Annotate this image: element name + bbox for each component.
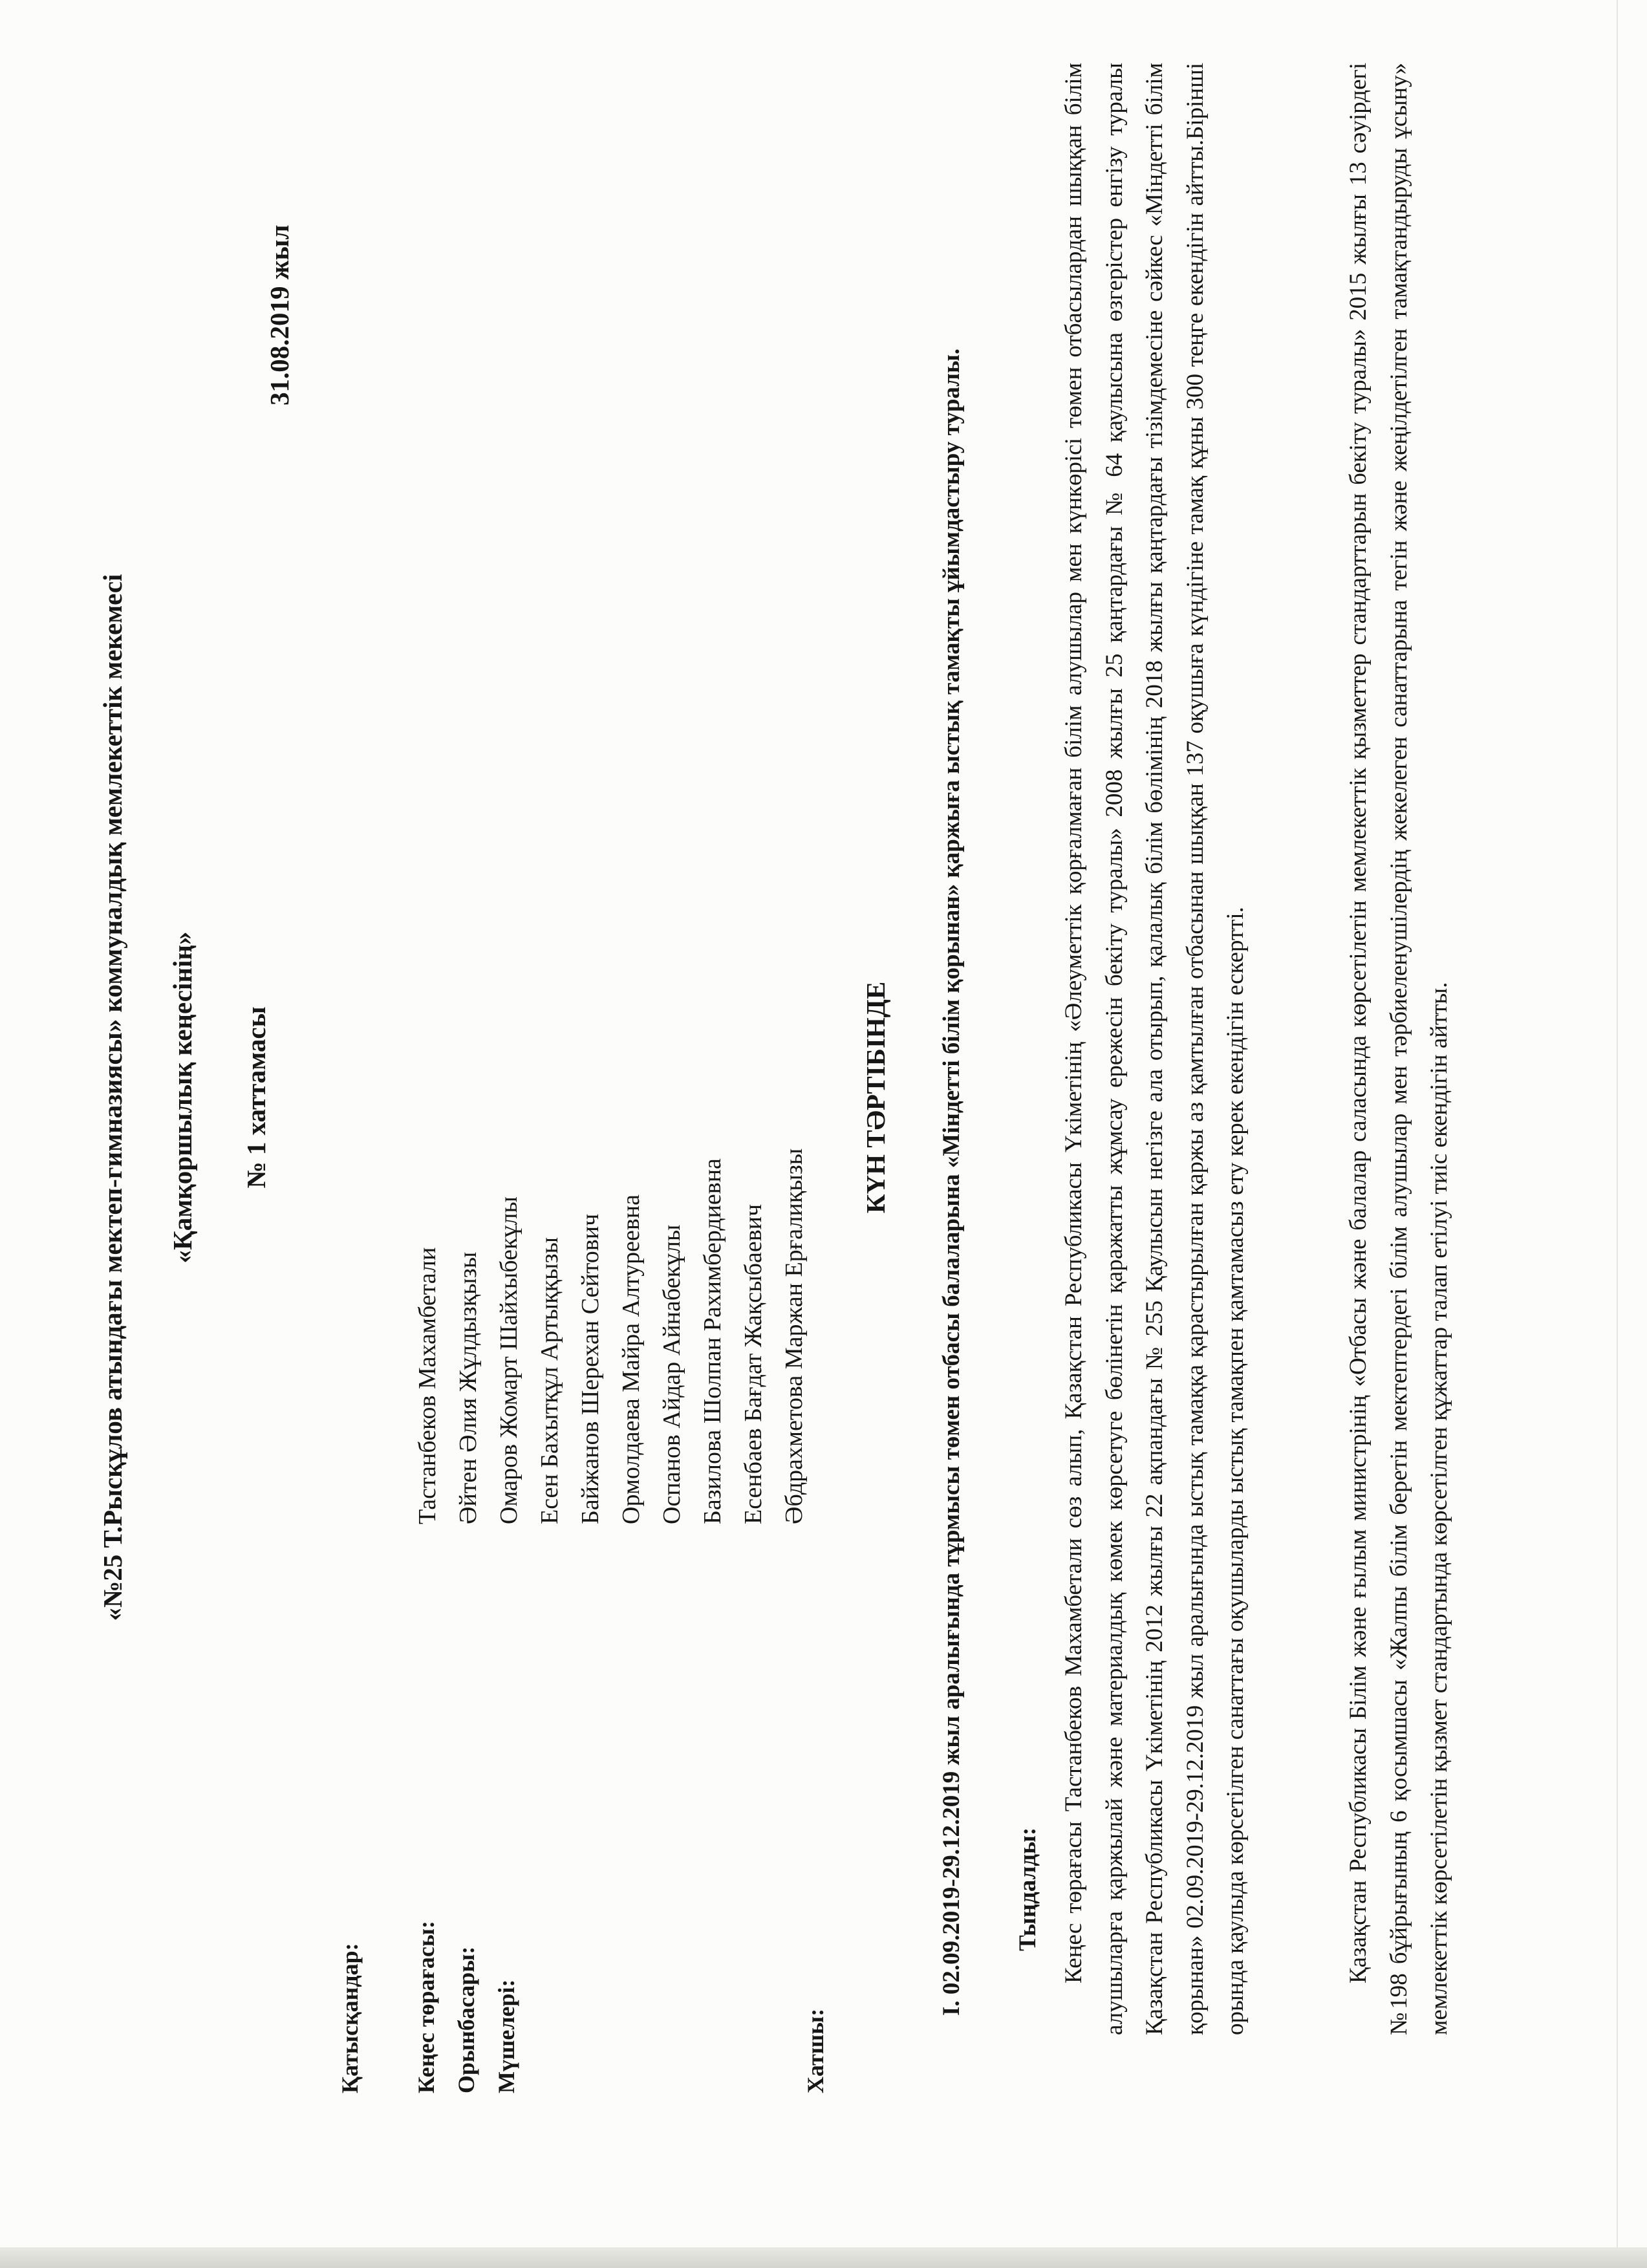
council-title: «Қамқоршылық кеңесінің» [167, 931, 197, 1264]
secretary-label: Хатшы: [802, 2008, 828, 2093]
secretary-name: Әбдрахметова Маржан Ерғалиқызы [780, 1148, 808, 1524]
heard-label: Тыңдалды: [1015, 1827, 1041, 1951]
chair-label: Кеңес төрағасы: [413, 1921, 439, 2093]
participant-names [407, 1149, 815, 1524]
member-name: Ормолдаева Майра Алтуреевна [618, 1194, 645, 1524]
member-name: Базилова Шолпан Рахимбердиевна [699, 1158, 726, 1524]
scan-artifact-edge [0, 2247, 1647, 2268]
member-name: Есен Бахытқұл Артыққызы [536, 1237, 563, 1524]
deputy-label: Орынбасары: [453, 1946, 479, 2093]
agenda-item: I. 02.09.2019-29.12.2019 жыл аралығында тұрмысы төмен отбасы балаларына «Міндетті білім қорынан» қаржыға ыстық тамақты ұйымдастыру туралы. [938, 348, 965, 2016]
deputy-name: Әйтен Әлия Жұлдызқызы [455, 1251, 482, 1524]
member-name: Байжанов Шерехан Сейтович [577, 1213, 604, 1524]
member-name: Омаров Жомарт Шайхыбекұлы [495, 1196, 522, 1524]
chair-name: Тастанбеков Махамбетали [414, 1247, 441, 1524]
member-name: Есенбаев Бағдат Жақсыбаевич [740, 1204, 767, 1524]
scan-artifact-line [1617, 0, 1618, 2268]
member-name: Оспанов Айдар Айнабекұлы [658, 1224, 685, 1524]
participants-label: Қатысқандар: [337, 1943, 363, 2093]
agenda-heading: КҮН ТӘРТІБІНДЕ [861, 981, 890, 1214]
members-label: Мүшелері: [493, 1979, 519, 2093]
paragraph-2: Қазақстан Республикасы Білім және ғылым министрінің «Отбасы және балалар саласында көрсетілетін мемлекеттік қызметтер стандарттарын бекіту туралы» 2015 жылғы 13 сәуірдегі №198 бұйрығының 6 қосымшасы «Жалпы білім беретін мектептердегі білім алушылар мен тәрбиеленушілердің жекелеген санаттарына тегін және жеңілдетілген тамақтандыруды ұсыну» мемлекеттік көрсетілетін қызмет стандартында көрсетілген құжаттар талап етілуі тиіс екендігін айтты. [1345, 63, 1452, 2035]
protocol-date: 31.08.2019 жыл [264, 224, 294, 405]
protocol-number: № 1 хаттамасы [241, 1006, 271, 1189]
paragraph-1: Кеңес төрағасы Тастанбеков Махамбетали сөз алып, Қазақстан Республикасы Үкіметінің «Әлеуметтік қорғалмаған білім алушылар мен күнкөрісі төмен отбасылардан шыққан білім алушыларға қаржылай және материалдық көмек көрсетуге бөлінетін қаражатты жұмсау ережесін бекіту туралы» 2008 жылғы 25 қаңтардағы № 64 қаулысына өзгерістер енгізу туралы Қазақстан Республикасы Үкіметінің 2012 жылғы 22 ақпандағы № 255 Қаулысын негізге ала отырып, қалалық білім бөлімінің 2018 жылғы қаңтардағы тізімдемесіне сәйкес «Міндетті білім қорынан» 02.09.2019-29.12.2019 жыл аралығында ыстық тамаққа қарастырылған қаржы аз қамтылған отбасынан шыққан 137 оқушыға күндігіне тамақ құны 300 теңге екендігін айтты.Бірінші орында қаулыда көрсетілген санаттағы оқушыларды ыстық тамақпен қамтамасыз ету керек екендігін ескертті. [1060, 63, 1249, 2035]
organization-title: «№25 Т.Рысқұлов атындағы мектеп-гимназиясы» коммуналдық мемлекеттік мекемесі [98, 574, 127, 1621]
